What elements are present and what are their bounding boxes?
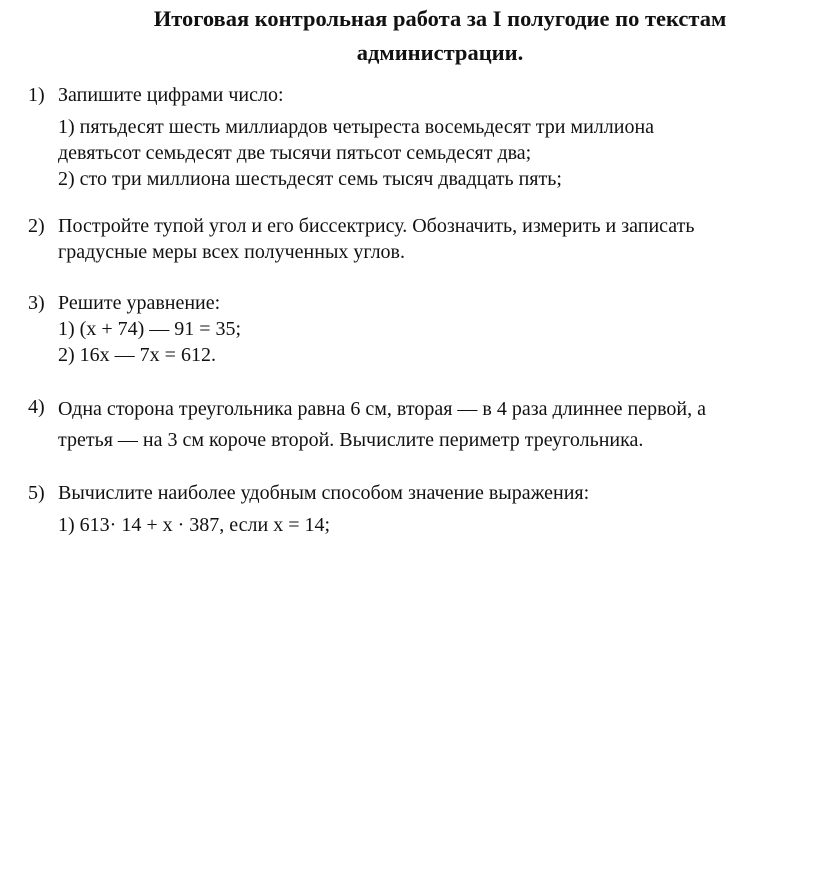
task-number: 4) [28, 396, 45, 418]
task-body [58, 480, 792, 538]
task-body [58, 394, 792, 456]
title-line-2: администрации. [356, 40, 524, 65]
task-text: градусные меры всех полученных углов. [58, 241, 405, 263]
task-text: Постройте тупой угол и его биссектрису. Обозначить, измерить и записать [58, 215, 695, 237]
task-body [58, 213, 792, 265]
task-subitem: 1) 613· 14 + x · 387, если x = 14; [58, 514, 331, 536]
task-text: Решите уравнение: [58, 292, 221, 314]
task-text: Одна сторона треугольника равна 6 см, вторая — в 4 раза длиннее первой, а [58, 398, 706, 420]
task-body [58, 82, 792, 192]
title-line-1: Итоговая контрольная работа за I полугодие по текстам [153, 6, 727, 31]
task-text: Запишите цифрами число: [58, 84, 284, 106]
task-text: Вычислите наиболее удобным способом значение выражения: [58, 482, 590, 504]
task-subitem: 1) пятьдесят шесть миллиардов четыреста восемьдесят три миллиона [58, 116, 655, 138]
task-number: 3) [28, 292, 45, 314]
task-number: 5) [28, 482, 45, 504]
task-number: 2) [28, 215, 45, 237]
task-subitem: 1) (x + 74) — 91 = 35; [58, 318, 242, 340]
task-subitem: 2) сто три миллиона шестьдесят семь тысяч двадцать пять; [58, 168, 562, 190]
task-subitem: 2) 16x — 7x = 612. [58, 344, 216, 366]
page-title [95, 2, 785, 70]
task-subitem: девятьсот семьдесят две тысячи пятьсот семьдесят два; [58, 142, 532, 164]
task-number: 1) [28, 84, 45, 106]
task-text: третья — на 3 см короче второй. Вычислите периметр треугольника. [58, 429, 644, 451]
task-body [58, 290, 792, 368]
